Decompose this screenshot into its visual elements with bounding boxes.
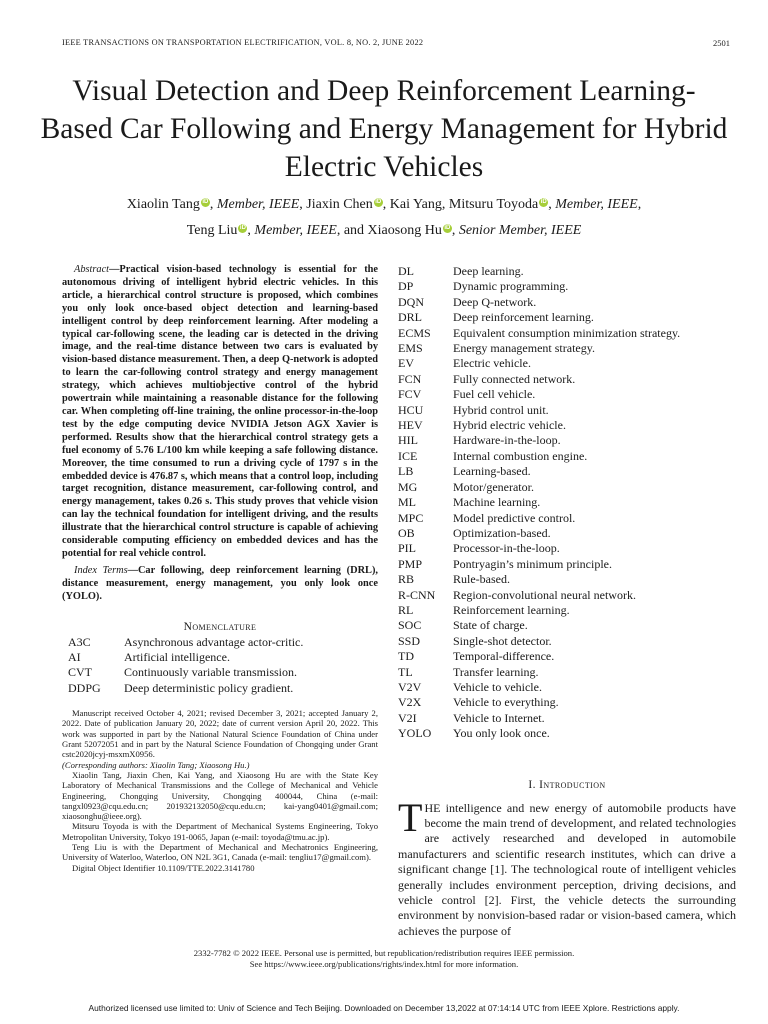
acronym-def: Hybrid electric vehicle. xyxy=(453,418,566,433)
acronym-abbr: ECMS xyxy=(398,325,431,340)
paper-title: Visual Detection and Deep Reinforcement Learning-Based Car Following and Energy Management for Hybrid Electric Vehicles xyxy=(40,75,728,183)
author-role: Member, IEEE xyxy=(555,197,638,212)
acronym-abbr: RB xyxy=(398,572,415,587)
acronym-abbr: DQN xyxy=(398,294,424,309)
affiliation-note: Teng Liu is with the Department of Mechanical and Mechatronics Engineering, University of Waterloo, Waterloo, ON N2L 3G1, Canada (e-mail: tengliu17@gmail.com). xyxy=(62,842,378,863)
author-list xyxy=(40,192,728,244)
copyright-notice xyxy=(40,948,728,970)
acronym-def: Equivalent consumption minimization strategy. xyxy=(453,325,681,340)
nomenclature-list xyxy=(62,635,378,697)
acronym-def: Vehicle to Internet. xyxy=(453,710,545,725)
acronym-item xyxy=(398,433,736,448)
nomenclature-def: Deep deterministic policy gradient. xyxy=(124,680,294,695)
acronym-item xyxy=(398,464,736,479)
acronym-item xyxy=(398,541,736,556)
acronym-def: Dynamic programming. xyxy=(453,279,569,294)
acronym-def: Vehicle to everything. xyxy=(453,695,559,710)
orcid-icon[interactable]: iD xyxy=(375,199,382,205)
acronym-item xyxy=(398,387,736,402)
author-name: , Jiaxin Chen xyxy=(299,197,373,212)
acronym-abbr: EV xyxy=(398,356,414,371)
nomenclature-def: Asynchronous advantage actor-critic. xyxy=(124,634,304,649)
index-terms-lead: Index Terms xyxy=(74,564,128,576)
nomenclature-def: Artificial intelligence. xyxy=(124,649,230,664)
acronym-abbr: RL xyxy=(398,602,414,617)
license-notice: Authorized licensed use limited to: Univ of Science and Tech Beijing. Downloaded on December 13,2022 at 07:14:14 UTC from IEEE Xplore. Restrictions apply. xyxy=(88,1003,680,1013)
acronym-abbr: DP xyxy=(398,279,414,294)
acronym-item xyxy=(398,680,736,695)
running-header: IEEE TRANSACTIONS ON TRANSPORTATION ELECTRIFICATION, VOL. 8, NO. 2, JUNE 2022 xyxy=(62,38,424,47)
acronym-list xyxy=(398,264,736,742)
acronym-def: Model predictive control. xyxy=(453,510,576,525)
acronym-def: Single-shot detector. xyxy=(453,633,552,648)
orcid-icon[interactable]: iD xyxy=(202,199,209,205)
abstract-lead: Abstract xyxy=(74,264,110,275)
nomenclature-abbr: AI xyxy=(68,649,81,664)
acronym-def: Rule-based. xyxy=(453,572,510,587)
acronym-item xyxy=(398,295,736,310)
acronym-abbr: DRL xyxy=(398,310,422,325)
acronym-abbr: ML xyxy=(398,495,416,510)
affiliation-note: Mitsuru Toyoda is with the Department of Mechanical Systems Engineering, Tokyo Metropolitan University, Tokyo 191-0065, Japan (e-mail: toyoda@tmu.ac.jp). xyxy=(62,821,378,842)
separator: , xyxy=(548,197,556,212)
footnotes xyxy=(62,708,378,873)
acronym-def: Reinforcement learning. xyxy=(453,602,570,617)
corresponding-authors-text: (Corresponding authors: Xiaolin Tang; Xiaosong Hu.) xyxy=(62,759,250,770)
acronym-item xyxy=(398,726,736,741)
introduction-heading: I. Introduction xyxy=(528,778,606,791)
acronym-item xyxy=(398,403,736,418)
acronym-abbr: LB xyxy=(398,464,414,479)
acronym-abbr: HEV xyxy=(398,418,423,433)
acronym-abbr: EMS xyxy=(398,341,423,356)
separator: , xyxy=(247,223,255,238)
copyright-line: 2332-7782 © 2022 IEEE. Personal use is permitted, but republication/redistribution requires IEEE permission. xyxy=(193,948,575,958)
acronym-def: State of charge. xyxy=(453,618,528,633)
acronym-def: Internal combustion engine. xyxy=(453,448,588,463)
acronym-abbr: V2X xyxy=(398,695,422,710)
page-number: 2501 xyxy=(713,38,730,48)
acronym-abbr: FCN xyxy=(398,371,422,386)
drop-cap: T xyxy=(398,794,423,840)
separator: , xyxy=(451,223,459,238)
acronym-abbr: PIL xyxy=(398,541,416,556)
nomenclature-item xyxy=(62,665,378,680)
acronym-def: Vehicle to vehicle. xyxy=(453,679,542,694)
acronym-abbr: TD xyxy=(398,649,414,664)
left-column xyxy=(62,264,378,873)
acronym-abbr: HCU xyxy=(398,402,424,417)
orcid-icon[interactable]: iD xyxy=(444,225,451,231)
author-role: Member, IEEE xyxy=(254,223,337,238)
acronym-item xyxy=(398,264,736,279)
first-word: HE xyxy=(424,800,441,815)
index-terms xyxy=(62,565,378,604)
orcid-icon[interactable]: iD xyxy=(239,225,246,231)
introduction-text xyxy=(398,794,736,940)
acronym-abbr: V2I xyxy=(398,710,417,725)
nomenclature-def: Continuously variable transmission. xyxy=(124,665,297,680)
acronym-item xyxy=(398,603,736,618)
acronym-abbr: MPC xyxy=(398,510,424,525)
nomenclature-item xyxy=(62,635,378,650)
affiliation-note: Xiaolin Tang, Jiaxin Chen, Kai Yang, and Xiaosong Hu are with the State Key Laboratory of Mechanical Transmissions and the College of Mechanical and Vehicle Engineering, Chongqing University, Chongqing 400044, China (e-mail: tangxl0923@cqu.edu.cn; 201932132050@cqu.edu.cn; kai-yang0401@gmail.com; xiaosonghu@ieee.org). xyxy=(62,769,378,822)
nomenclature-abbr: CVT xyxy=(68,665,92,680)
nomenclature-abbr: A3C xyxy=(68,634,91,649)
acronym-abbr: HIL xyxy=(398,433,418,448)
acronym-item xyxy=(398,634,736,649)
right-column xyxy=(398,264,736,939)
acronym-def: Energy management strategy. xyxy=(453,341,595,356)
acronym-def: Deep Q-network. xyxy=(453,294,537,309)
nomenclature-item xyxy=(62,681,378,696)
acronym-def: Deep learning. xyxy=(453,264,524,278)
acronym-def: You only look once. xyxy=(453,726,550,741)
acronym-item xyxy=(398,372,736,387)
acronym-item xyxy=(398,279,736,294)
acronym-def: Temporal-difference. xyxy=(453,649,555,664)
author-role: Member, IEEE xyxy=(216,197,300,212)
acronym-abbr: V2V xyxy=(398,679,422,694)
nomenclature-abbr: DDPG xyxy=(68,680,101,695)
acronym-abbr: FCV xyxy=(398,387,422,402)
acronym-def: Deep reinforcement learning. xyxy=(453,310,594,325)
acronym-item xyxy=(398,341,736,356)
acronym-item xyxy=(398,310,736,325)
acronym-def: Optimization-based. xyxy=(453,525,551,540)
acronym-item xyxy=(398,618,736,633)
acronym-item xyxy=(398,326,736,341)
doi-note[interactable]: Digital Object Identifier 10.1109/TTE.2022.3141780 xyxy=(72,862,255,873)
author-line-2 xyxy=(40,218,728,244)
acronym-item xyxy=(398,418,736,433)
rights-link[interactable]: See https://www.ieee.org/publications/rights/index.html for more information. xyxy=(249,959,519,969)
index-terms-text: —Car following, deep reinforcement learning (DRL), distance measurement, energy management, you only look once (YOLO). xyxy=(62,564,378,602)
acronym-def: Hybrid control unit. xyxy=(453,402,549,417)
author-name: , and Xiaosong Hu xyxy=(336,223,442,238)
separator: , xyxy=(209,197,217,212)
manuscript-note: Manuscript received October 4, 2021; revised December 3, 2021; accepted January 2, 2022. Date of publication January 20, 2022; date of current version April 20, 2022. This work was supported in part by the National Natural Science Foundation of China under Grant 52072051 and in part by the Natural Science Foundation of Chongqing under Grant cstc2020jcyj-msxmX0956. xyxy=(62,708,378,760)
author-name: , Kai Yang, Mitsuru Toyoda xyxy=(382,197,539,212)
acronym-item xyxy=(398,711,736,726)
acronym-def: Fuel cell vehicle. xyxy=(453,387,536,402)
acronym-def: Pontryagin’s minimum principle. xyxy=(453,556,612,571)
abstract-text: —Practical vision-based technology is essential for the autonomous driving of intelligent hybrid electric vehicles. In this article, a hierarchical control structure is proposed, which combines you only look once-based object detection and learning-based intelligent control by deep reinforcement learning. After modeling a typical car-following scene, the leading car is detected in the driving image, and the real-time distance between two cars is evaluated by vision-based distance measurement. Then, a deep Q-network is adopted to learn the car-following control strategy and energy management strategy, which achieves multiobjective control of the hybrid powertrain while maintaining a reasonable distance for the following car. When completing off-line training, the online processor-in-the-loop test by the edge computing device NVIDIA Jetson AGX Xavier is performed. Results show that the hierarchical control strategy gets a fuel economy of 5.76 L/100 km while keeping a safe following distance. Moreover, the time consumed to run a driving cycle of 1797 s in the embedded device is 476.87 s, which means that a control loop, including target recognition, distance measurement, car-following control, and energy management, takes 0.26 s. This study proves that vehicle vision can lay the technical foundation for intelligent driving, and the results illustrate that the hierarchical control structure is capable of achieving considerable computing efficiency on embedded devices and has the potential for real vehicle control. xyxy=(62,264,378,559)
acronym-abbr: MG xyxy=(398,479,418,494)
nomenclature-heading: Nomenclature xyxy=(183,620,257,633)
acronym-def: Region-convolutional neural network. xyxy=(453,587,636,602)
acronym-item xyxy=(398,449,736,464)
acronym-abbr: DL xyxy=(398,264,414,278)
acronym-def: Processor-in-the-loop. xyxy=(453,541,560,556)
acronym-item xyxy=(398,649,736,664)
acronym-def: Learning-based. xyxy=(453,464,531,479)
acronym-def: Electric vehicle. xyxy=(453,356,531,371)
orcid-icon[interactable]: iD xyxy=(540,199,547,205)
acronym-item xyxy=(398,495,736,510)
separator: , xyxy=(637,197,642,212)
corresponding-authors xyxy=(62,760,378,770)
author-name: Xiaolin Tang xyxy=(126,197,200,212)
acronym-item xyxy=(398,511,736,526)
acronym-item xyxy=(398,356,736,371)
introduction-body: intelligence and new energy of automobile products have become the main trend of development, and related technologies are actively researched and developed in automobile manufacturers and scientific research institutes, which can drive a significant change [1]. The technological route of intelligent vehicles generally includes environment perception, driving decisions, and vehicle control [2]. First, the vehicle detects the surrounding environment by nonvision-based radar or vision-based camera, which achieves the purpose of xyxy=(398,800,736,938)
acronym-def: Fully connected network. xyxy=(453,371,576,386)
acronym-abbr: SSD xyxy=(398,633,421,648)
acronym-abbr: YOLO xyxy=(398,726,432,741)
acronym-abbr: TL xyxy=(398,664,413,679)
abstract xyxy=(62,264,378,561)
nomenclature-item xyxy=(62,650,378,665)
author-line-1 xyxy=(40,192,728,218)
acronym-abbr: R-CNN xyxy=(398,587,436,602)
acronym-item xyxy=(398,665,736,680)
acronym-def: Hardware-in-the-loop. xyxy=(453,433,561,448)
acronym-item xyxy=(398,480,736,495)
acronym-item xyxy=(398,557,736,572)
author-name: Teng Liu xyxy=(186,223,238,238)
acronym-item xyxy=(398,526,736,541)
acronym-abbr: SOC xyxy=(398,618,422,633)
acronym-def: Transfer learning. xyxy=(453,664,539,679)
acronym-abbr: PMP xyxy=(398,556,423,571)
acronym-item xyxy=(398,695,736,710)
acronym-abbr: OB xyxy=(398,525,415,540)
acronym-def: Machine learning. xyxy=(453,495,541,510)
acronym-def: Motor/generator. xyxy=(453,479,534,494)
acronym-abbr: ICE xyxy=(398,448,418,463)
author-role: Senior Member, IEEE xyxy=(458,223,582,238)
acronym-item xyxy=(398,588,736,603)
acronym-item xyxy=(398,572,736,587)
